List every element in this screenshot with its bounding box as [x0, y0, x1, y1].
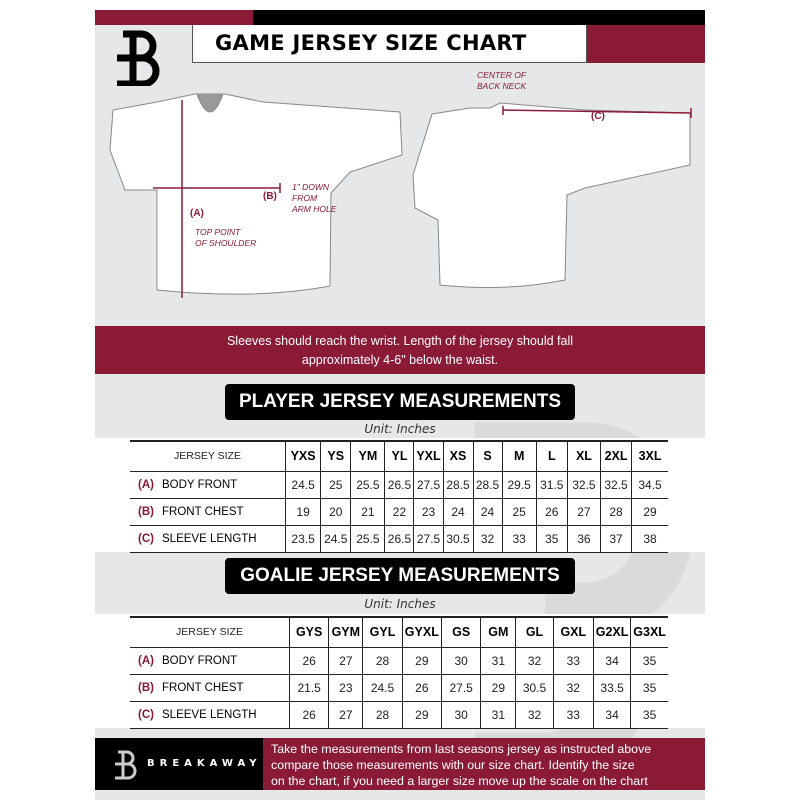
table-cell: 26 — [289, 701, 328, 728]
table-cell: 26 — [402, 674, 441, 701]
size-column-header: GL — [516, 617, 553, 647]
table-cell: 35 — [631, 701, 668, 728]
row-label-text: BODY FRONT — [162, 654, 238, 667]
table-cell: 34.5 — [632, 471, 668, 498]
size-column-header: L — [536, 441, 567, 471]
title-box — [192, 25, 587, 63]
size-column-header: M — [502, 441, 536, 471]
row-label — [130, 498, 285, 525]
table-cell: 28.5 — [443, 471, 473, 498]
table-cell: 36 — [567, 525, 600, 552]
table-cell: 25 — [321, 471, 351, 498]
row-label-text: BODY FRONT — [162, 478, 238, 491]
title-accent — [587, 25, 705, 63]
table-cell: 33.5 — [593, 674, 630, 701]
row-key: (A) — [138, 654, 154, 667]
table-cell: 32.5 — [567, 471, 600, 498]
fit-notice: Sleeves should reach the wrist. Length of the jersey should fall approximately 4-6" below the waist. — [95, 326, 705, 374]
size-column-header: XS — [443, 441, 473, 471]
table-cell: 24.5 — [363, 674, 402, 701]
table-cell: 25 — [502, 498, 536, 525]
row-label — [130, 471, 285, 498]
row-key: (B) — [138, 505, 154, 518]
table-cell: 23.5 — [285, 525, 320, 552]
goalie-section-title: GOALIE JERSEY MEASUREMENTS — [225, 558, 575, 594]
breakaway-logo-small — [113, 750, 139, 780]
size-column-header: S — [473, 441, 502, 471]
table-cell: 32 — [473, 525, 502, 552]
size-column-header: GYS — [289, 617, 328, 647]
row-label-text: FRONT CHEST — [162, 681, 244, 694]
top-point-label: TOP POINT OF SHOULDER — [195, 227, 257, 248]
size-column-header: YXL — [414, 441, 443, 471]
label-a: (A) — [190, 208, 204, 219]
row-label — [130, 647, 289, 674]
goalie-unit: Unit: Inches — [364, 597, 436, 611]
size-column-header: YL — [385, 441, 414, 471]
table-cell: 27 — [329, 701, 363, 728]
size-column-header: GM — [481, 617, 516, 647]
size-header: JERSEY SIZE — [130, 441, 285, 471]
goalie-size-table — [130, 616, 668, 729]
jersey-diagram — [95, 80, 705, 310]
player-section-title: PLAYER JERSEY MEASUREMENTS — [225, 384, 575, 420]
table-cell: 37 — [601, 525, 632, 552]
size-column-header: YXS — [285, 441, 320, 471]
size-column-header: GS — [441, 617, 480, 647]
player-size-table — [130, 440, 668, 553]
table-row — [130, 647, 668, 674]
page-title: GAME JERSEY SIZE CHART — [215, 31, 527, 55]
table-cell: 35 — [631, 674, 668, 701]
table-cell: 33 — [553, 647, 593, 674]
table-row — [130, 498, 668, 525]
table-cell: 31.5 — [536, 471, 567, 498]
footer-instructions: Take the measurements from last seasons jersey as instructed above compare those measurements with our size chart. Identify the size on the chart, if you need a larger size move up the scale on the chart — [263, 738, 705, 790]
table-cell: 21.5 — [289, 674, 328, 701]
table-cell: 26.5 — [385, 525, 414, 552]
row-label — [130, 525, 285, 552]
table-cell: 24 — [443, 498, 473, 525]
table-cell: 32 — [553, 674, 593, 701]
size-column-header: GYL — [363, 617, 402, 647]
center-back-neck-label: CENTER OF BACK NECK — [477, 70, 527, 91]
table-cell: 24.5 — [321, 525, 351, 552]
table-cell: 28 — [601, 498, 632, 525]
table-cell: 34 — [593, 647, 630, 674]
size-column-header: YM — [351, 441, 385, 471]
table-cell: 29 — [402, 701, 441, 728]
table-cell: 33 — [553, 701, 593, 728]
table-cell: 29 — [481, 674, 516, 701]
row-label — [130, 701, 289, 728]
size-column-header: YS — [321, 441, 351, 471]
table-cell: 26 — [536, 498, 567, 525]
table-row — [130, 525, 668, 552]
table-cell: 21 — [351, 498, 385, 525]
row-key: (A) — [138, 478, 154, 491]
table-cell: 30 — [441, 647, 480, 674]
table-cell: 29 — [402, 647, 441, 674]
table-cell: 31 — [481, 647, 516, 674]
table-cell: 38 — [632, 525, 668, 552]
label-c: (C) — [591, 111, 605, 122]
footer-brand — [95, 738, 263, 790]
table-cell: 35 — [631, 647, 668, 674]
table-cell: 27.5 — [441, 674, 480, 701]
top-bar — [253, 10, 705, 25]
row-label-text: SLEEVE LENGTH — [162, 532, 257, 545]
table-cell: 27 — [567, 498, 600, 525]
table-cell: 35 — [536, 525, 567, 552]
table-cell: 25.5 — [351, 525, 385, 552]
row-label-text: FRONT CHEST — [162, 505, 244, 518]
table-cell: 29.5 — [502, 471, 536, 498]
jersey-front — [110, 94, 402, 294]
table-row — [130, 471, 668, 498]
row-key: (C) — [138, 532, 154, 545]
row-label-text: SLEEVE LENGTH — [162, 708, 257, 721]
table-cell: 28 — [363, 701, 402, 728]
table-cell: 34 — [593, 701, 630, 728]
table-cell: 32 — [516, 701, 553, 728]
table-cell: 23 — [414, 498, 443, 525]
size-column-header: GYXL — [402, 617, 441, 647]
breakaway-logo — [113, 30, 163, 86]
table-row — [130, 701, 668, 728]
table-cell: 30 — [441, 701, 480, 728]
size-column-header: GYM — [329, 617, 363, 647]
table-cell: 26.5 — [385, 471, 414, 498]
jersey-back — [413, 103, 690, 288]
table-cell: 33 — [502, 525, 536, 552]
table-cell: 32.5 — [601, 471, 632, 498]
row-label — [130, 674, 289, 701]
table-row — [130, 674, 668, 701]
table-cell: 24 — [473, 498, 502, 525]
table-cell: 32 — [516, 647, 553, 674]
player-unit: Unit: Inches — [364, 422, 436, 436]
size-column-header: G2XL — [593, 617, 630, 647]
table-cell: 27.5 — [414, 525, 443, 552]
table-cell: 28.5 — [473, 471, 502, 498]
label-b: (B) — [263, 191, 277, 202]
brand-name: BREAKAWAY — [147, 758, 262, 769]
top-bar-accent — [95, 10, 253, 25]
table-cell: 23 — [329, 674, 363, 701]
table-cell: 27 — [329, 647, 363, 674]
table-cell: 31 — [481, 701, 516, 728]
table-cell: 29 — [632, 498, 668, 525]
row-key: (B) — [138, 681, 154, 694]
table-cell: 28 — [363, 647, 402, 674]
table-cell: 20 — [321, 498, 351, 525]
table-header-row — [130, 441, 668, 471]
size-column-header: 3XL — [632, 441, 668, 471]
table-cell: 25.5 — [351, 471, 385, 498]
size-column-header: XL — [567, 441, 600, 471]
arm-hole-label: 1" DOWN FROM ARM HOLE — [292, 182, 337, 214]
table-cell: 26 — [289, 647, 328, 674]
size-column-header: GXL — [553, 617, 593, 647]
table-cell: 30.5 — [443, 525, 473, 552]
table-cell: 27.5 — [414, 471, 443, 498]
size-header: JERSEY SIZE — [130, 617, 289, 647]
size-chart-page — [95, 10, 705, 800]
size-column-header: G3XL — [631, 617, 668, 647]
table-cell: 24.5 — [285, 471, 320, 498]
size-column-header: 2XL — [601, 441, 632, 471]
row-key: (C) — [138, 708, 154, 721]
table-cell: 19 — [285, 498, 320, 525]
table-cell: 22 — [385, 498, 414, 525]
table-header-row — [130, 617, 668, 647]
table-cell: 30.5 — [516, 674, 553, 701]
